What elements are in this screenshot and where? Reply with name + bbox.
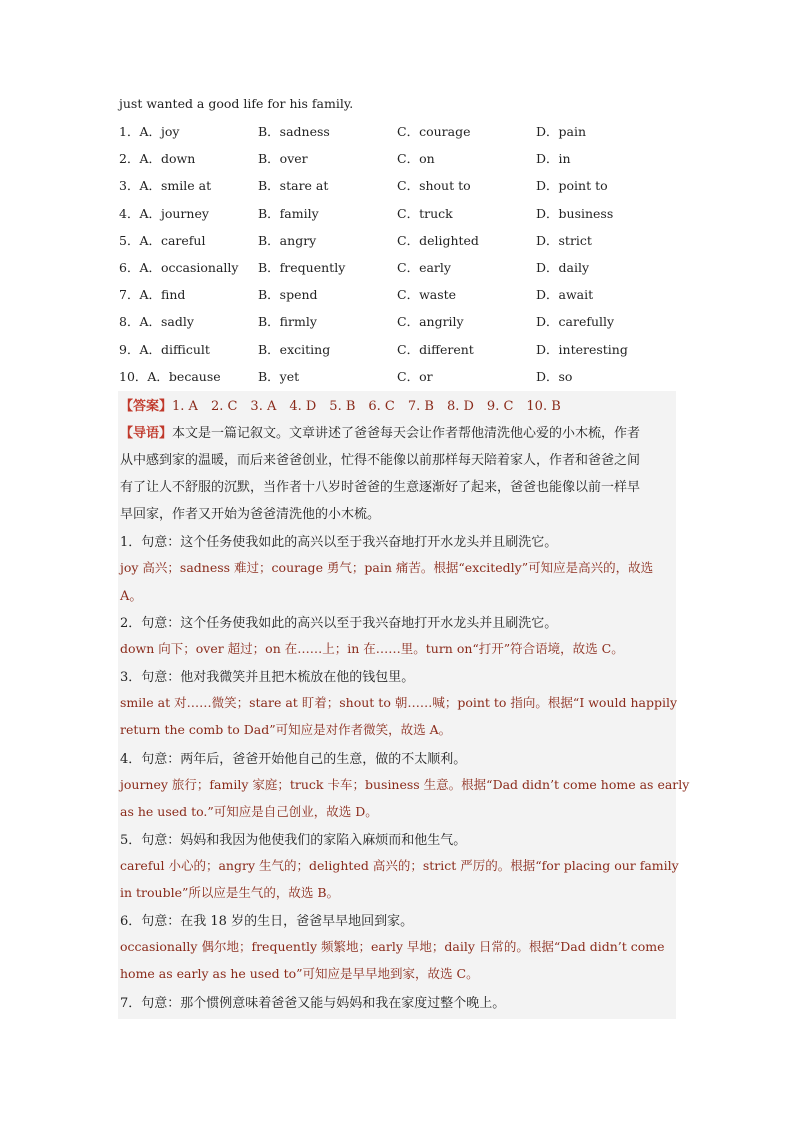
option-c: C．different [397,341,474,357]
explanation-detail: occasionally 偶尔地；frequently 频繁地；early 早地；daily 日常的。根据“Dad didn’t come [120,939,665,954]
option-a: 7．A．find [119,287,186,303]
question-row [119,145,679,172]
option-a: 3．A．smile at [119,178,212,194]
question-row [119,200,679,227]
option-a: 4．A．journey [119,205,209,221]
question-row [119,281,679,308]
guide-line [120,422,676,441]
explanation-sentence: 7．句意：那个惯例意味着爸爸又能与妈妈和我在家度过整个晚上。 [120,996,506,1011]
explanation-sentence: 6．句意：在我 18 岁的生日，爸爸早早地回到家。 [120,914,414,929]
option-a: 1．A．joy [119,124,180,139]
option-c: C．on [397,151,435,167]
option-d: D．daily [536,259,590,275]
question-row [119,336,679,363]
option-c: C．angrily [397,314,464,330]
option-b: B．sadness [258,124,330,139]
explanation-sentence: 3．句意：他对我微笑并且把木梳放在他的钱包里。 [120,670,415,685]
answer-line [120,395,676,414]
option-b: B．spend [258,287,318,303]
explanation-sentence: 5．句意：妈妈和我因为他使我们的家陷入麻烦而和他生气。 [120,833,467,848]
guide-text: 有了让人不舒服的沉默，当作者十八岁时爸爸的生意逐渐好了起来，爸爸也能像以前一样早 [120,480,641,495]
guide-tag: 【导语】 [120,426,173,441]
option-d: D．point to [536,178,608,194]
guide-text: 从中感到家的温暖，而后来爸爸创业，忙得不能像以前那样每天陪着家人，作者和爸爸之间 [120,453,641,468]
option-d: D．strict [536,232,592,248]
answer-key: 1. A 2. C 3. A 4. D 5. B 6. C 7. B 8. D 9. C 10. B [172,399,561,414]
explanation-detail: in trouble”所以应是生气的，故选 B。 [120,885,340,900]
option-a: 5．A．careful [119,232,206,248]
explanation-detail: careful 小心的；angry 生气的；delighted 高兴的；strict 严厉的。根据“for placing our family [120,858,679,873]
question-row [119,363,679,390]
guide-text: 本文是一篇记叙文。文章讲述了爸爸每天会让作者帮他清洗他心爱的小木梳，作者 [172,426,641,441]
guide-text: 早回家，作者又开始为爸爸清洗他的小木梳。 [120,507,381,522]
option-d: D．await [536,287,594,303]
question-row [119,172,679,199]
question-row [119,308,679,335]
explanation-sentence: 2．句意：这个任务使我如此的高兴以至于我兴奋地打开水龙头并且刷洗它。 [120,616,558,631]
option-b: B．frequently [258,259,346,275]
option-d: D．interesting [536,341,628,357]
explanation-detail: as he used to.”可知应是自己创业，故选 D。 [120,804,378,819]
option-b: B．yet [258,368,300,384]
option-a: 9．A．difficult [119,341,210,357]
option-b: B．over [258,151,308,167]
question-row [119,227,679,254]
option-b: B．stare at [258,178,329,194]
explanation-detail: down 向下；over 超过；on 在……上；in 在……里。turn on“打开”符合语境，故选 C。 [120,641,624,656]
option-d: D．carefully [536,314,615,330]
explanation-detail: smile at 对……微笑；stare at 盯着；shout to 朝……喊；point to 指向。根据“I would happily [120,695,678,710]
explanation-detail: home as early as he used to”可知应是早早地到家，故选 C。 [120,966,479,981]
option-c: C．shout to [397,178,471,194]
option-a: 10．A．because [119,368,221,384]
answer-tag: 【答案】 [120,399,173,414]
option-c: C．early [397,259,451,275]
option-c: C．truck [397,205,453,221]
question-list [119,118,679,390]
option-d: D．in [536,151,571,167]
option-c: C．or [397,368,433,384]
option-b: B．firmly [258,314,317,330]
option-a: 6．A．occasionally [119,259,239,275]
option-d: D．so [536,368,573,384]
option-c: C．courage [397,124,471,139]
option-b: B．family [258,205,319,221]
explanation-sentence: 1．句意：这个任务使我如此的高兴以至于我兴奋地打开水龙头并且刷洗它。 [120,535,558,550]
explanation-detail: joy 高兴；sadness 难过；courage 勇气；pain 痛苦。根据“excitedly”可知应是高兴的，故选 [120,560,654,575]
intro-line: just wanted a good life for his family. [119,96,354,111]
explanation-detail: A。 [120,589,143,604]
explanation-detail: return the comb to Dad”可知应是对作者微笑，故选 A。 [120,722,452,737]
question-row [119,254,679,281]
option-a: 2．A．down [119,151,196,167]
option-d: D．business [536,205,614,221]
option-d: D．pain [536,124,587,139]
option-b: B．angry [258,232,317,248]
explanation-sentence: 4．句意：两年后，爸爸开始他自己的生意，做的不太顺利。 [120,752,467,767]
option-c: C．waste [397,287,457,303]
option-c: C．delighted [397,232,479,248]
option-b: B．exciting [258,341,331,357]
question-row [119,118,679,145]
option-a: 8．A．sadly [119,314,194,330]
explanation-detail: journey 旅行；family 家庭；truck 卡车；business 生意。根据“Dad didn’t come home as early [120,777,690,792]
